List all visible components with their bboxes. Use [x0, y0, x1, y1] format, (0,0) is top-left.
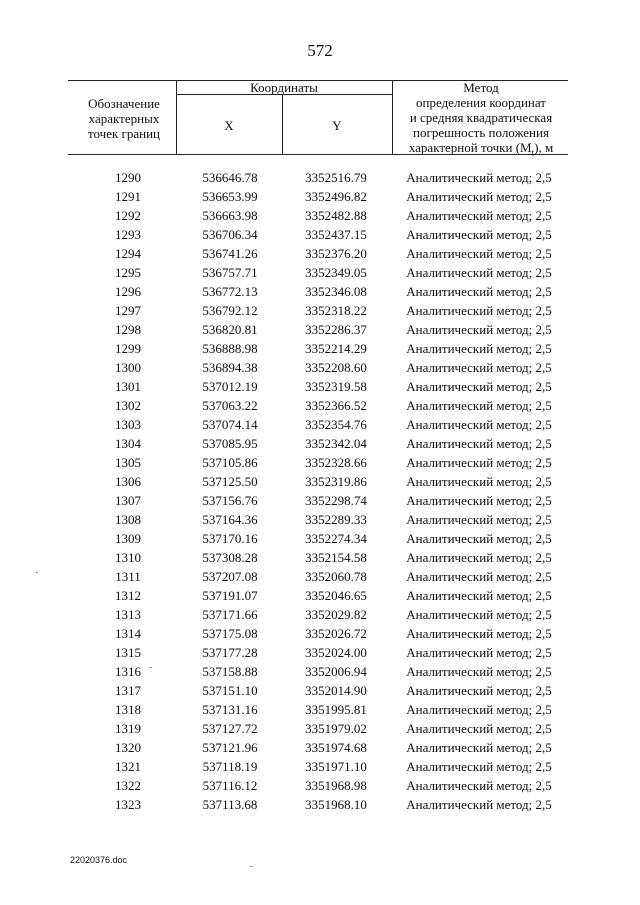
coord-x: 537308.28: [202, 550, 258, 565]
coord-x: 537121.96: [202, 740, 258, 755]
method-cell: Аналитический метод; 2,5: [406, 284, 552, 299]
header-method-desc-2: и средняя квадратическая: [409, 110, 553, 125]
method-cell: Аналитический метод; 2,5: [406, 759, 552, 774]
method-cell: Аналитический метод; 2,5: [406, 341, 552, 356]
point-number: 1318: [115, 702, 141, 717]
point-number: 1315: [115, 645, 141, 660]
header-method: [394, 80, 568, 161]
table-row: [0, 453, 640, 472]
table-row: [0, 586, 640, 605]
coord-x: 536888.98: [202, 341, 258, 356]
method-cell: Аналитический метод; 2,5: [406, 797, 552, 812]
point-number: 1299: [115, 341, 141, 356]
coord-x: 536792.12: [202, 303, 258, 318]
coord-x: 537113.68: [202, 797, 258, 812]
point-number: 1319: [115, 721, 141, 736]
header-x: X: [224, 118, 234, 133]
coord-y: 3351974.68: [305, 740, 367, 755]
point-number: 1316: [115, 664, 141, 679]
coord-x: 537170.16: [202, 531, 258, 546]
coord-y: 3351968.98: [305, 778, 367, 793]
method-cell: Аналитический метод; 2,5: [406, 531, 552, 546]
method-cell: Аналитический метод; 2,5: [406, 778, 552, 793]
method-cell: Аналитический метод; 2,5: [406, 512, 552, 527]
point-number: 1290: [115, 170, 141, 185]
point-number: 1320: [115, 740, 141, 755]
header-method-desc-4-sub: t: [531, 147, 535, 158]
method-cell: Аналитический метод; 2,5: [406, 322, 552, 337]
point-number: 1296: [115, 284, 141, 299]
coord-x: 537191.07: [202, 588, 258, 603]
coord-x: 537063.22: [202, 398, 258, 413]
point-number: 1323: [115, 797, 141, 812]
coord-y: 3352026.72: [305, 626, 367, 641]
coord-x: 536706.34: [202, 227, 258, 242]
coord-x: 537177.28: [202, 645, 258, 660]
coord-x: 537074.14: [202, 417, 258, 432]
point-number: 1309: [115, 531, 141, 546]
coord-x: 537175.08: [202, 626, 258, 641]
table-row: [0, 510, 640, 529]
coord-x: 537131.16: [202, 702, 258, 717]
coord-x: 537105.86: [202, 455, 258, 470]
header-method-desc-4-prefix: характерной точки (M: [408, 140, 532, 155]
coord-y: 3352286.37: [305, 322, 367, 337]
coord-x: 537156.76: [202, 493, 258, 508]
point-number: 1293: [115, 227, 141, 242]
point-number: 1317: [115, 683, 141, 698]
coord-y: 3352354.76: [305, 417, 367, 432]
table-row: [0, 567, 640, 586]
coord-x: 537171.66: [202, 607, 258, 622]
point-number: 1312: [115, 588, 141, 603]
table-row: [0, 643, 640, 662]
table-row: [0, 795, 640, 814]
table-row: [0, 719, 640, 738]
method-cell: Аналитический метод; 2,5: [406, 569, 552, 584]
col-divider-3: [392, 80, 393, 154]
coord-x: 537085.95: [202, 436, 258, 451]
point-number: 1322: [115, 778, 141, 793]
coord-y: 3352289.33: [305, 512, 367, 527]
table-row: [0, 738, 640, 757]
table-row: [0, 377, 640, 396]
header-method-desc-4: [394, 140, 568, 161]
table-row: [0, 225, 640, 244]
table-row: [0, 301, 640, 320]
point-number: 1292: [115, 208, 141, 223]
scan-speck: [150, 667, 152, 668]
table-row: [0, 263, 640, 282]
coord-x: 537127.72: [202, 721, 258, 736]
table-row: [0, 757, 640, 776]
coord-y: 3352006.94: [305, 664, 367, 679]
coord-y: 3352496.82: [305, 189, 367, 204]
point-number: 1297: [115, 303, 141, 318]
scan-speck: [250, 866, 252, 867]
table-row: [0, 244, 640, 263]
point-number: 1300: [115, 360, 141, 375]
coord-y: 3352024.00: [305, 645, 367, 660]
coord-x: 537158.88: [202, 664, 258, 679]
table-row: [0, 168, 640, 187]
point-number: 1308: [115, 512, 141, 527]
method-cell: Аналитический метод; 2,5: [406, 189, 552, 204]
header-method-desc-3: погрешность положения: [413, 125, 549, 140]
point-number: 1298: [115, 322, 141, 337]
point-number: 1313: [115, 607, 141, 622]
coord-x: 537012.19: [202, 379, 258, 394]
coord-y: 3351968.10: [305, 797, 367, 812]
table-row: [0, 358, 640, 377]
point-number: 1310: [115, 550, 141, 565]
coord-y: 3352046.65: [305, 588, 367, 603]
header-point-designation: Обозначение характерных точек границ: [87, 96, 161, 141]
coord-y: 3352319.86: [305, 474, 367, 489]
coord-y: 3352482.88: [305, 208, 367, 223]
coord-y: 3351979.02: [305, 721, 367, 736]
coord-x: 536894.38: [202, 360, 258, 375]
coord-y: 3352014.90: [305, 683, 367, 698]
table-row: [0, 187, 640, 206]
point-number: 1306: [115, 474, 141, 489]
coord-y: 3352516.79: [305, 170, 367, 185]
footer-filename: 22020376.doc: [70, 855, 128, 865]
method-cell: Аналитический метод; 2,5: [406, 607, 552, 622]
point-number: 1314: [115, 626, 141, 641]
coord-x: 537116.12: [202, 778, 258, 793]
coord-x: 537125.50: [202, 474, 258, 489]
coord-x: 537207.08: [202, 569, 258, 584]
header-method-desc-4-suffix: ), м: [534, 140, 554, 155]
method-cell: Аналитический метод; 2,5: [406, 170, 552, 185]
coord-x: 536757.71: [202, 265, 258, 280]
header-coordinates: Координаты: [250, 80, 318, 95]
point-number: 1294: [115, 246, 141, 261]
method-cell: Аналитический метод; 2,5: [406, 265, 552, 280]
page-number: 572: [307, 41, 333, 60]
table-row: [0, 605, 640, 624]
table-row: [0, 472, 640, 491]
coord-x: 537118.19: [202, 759, 258, 774]
method-cell: Аналитический метод; 2,5: [406, 208, 552, 223]
coord-x: 537151.10: [202, 683, 258, 698]
coord-y: 3352346.08: [305, 284, 367, 299]
coord-y: 3352298.74: [305, 493, 367, 508]
method-cell: Аналитический метод; 2,5: [406, 664, 552, 679]
table-row: [0, 434, 640, 453]
method-cell: Аналитический метод; 2,5: [406, 303, 552, 318]
coord-y: 3352154.58: [305, 550, 367, 565]
coord-y: 3352437.15: [305, 227, 367, 242]
table-row: [0, 339, 640, 358]
coord-x: 536772.13: [202, 284, 258, 299]
table-row: [0, 320, 640, 339]
coord-y: 3351995.81: [305, 702, 367, 717]
table-row: [0, 491, 640, 510]
table-row: [0, 624, 640, 643]
method-cell: Аналитический метод; 2,5: [406, 379, 552, 394]
point-number: 1295: [115, 265, 141, 280]
table-body: [0, 168, 640, 814]
coord-y: 3352208.60: [305, 360, 367, 375]
coord-y: 3352274.34: [305, 531, 367, 546]
table-row: [0, 206, 640, 225]
header-y: Y: [332, 118, 342, 133]
coord-x: 536820.81: [202, 322, 258, 337]
point-number: 1303: [115, 417, 141, 432]
coord-y: 3352214.29: [305, 341, 367, 356]
method-cell: Аналитический метод; 2,5: [406, 227, 552, 242]
method-cell: Аналитический метод; 2,5: [406, 626, 552, 641]
coord-x: 536741.26: [202, 246, 258, 261]
method-cell: Аналитический метод; 2,5: [406, 702, 552, 717]
method-cell: Аналитический метод; 2,5: [406, 683, 552, 698]
point-number: 1307: [115, 493, 141, 508]
header-method-desc-1: определения координат: [416, 95, 546, 110]
method-cell: Аналитический метод; 2,5: [406, 645, 552, 660]
method-cell: Аналитический метод; 2,5: [406, 493, 552, 508]
method-cell: Аналитический метод; 2,5: [406, 588, 552, 603]
table-row: [0, 548, 640, 567]
table-row: [0, 662, 640, 681]
table-row: [0, 396, 640, 415]
table-row: [0, 681, 640, 700]
method-cell: Аналитический метод; 2,5: [406, 417, 552, 432]
coord-x: 536663.98: [202, 208, 258, 223]
point-number: 1302: [115, 398, 141, 413]
table-row: [0, 700, 640, 719]
coord-y: 3352366.52: [305, 398, 367, 413]
method-cell: Аналитический метод; 2,5: [406, 474, 552, 489]
method-cell: Аналитический метод; 2,5: [406, 398, 552, 413]
point-number: 1291: [115, 189, 141, 204]
point-number: 1321: [115, 759, 141, 774]
point-number: 1301: [115, 379, 141, 394]
coord-y: 3352029.82: [305, 607, 367, 622]
coord-x: 537164.36: [202, 512, 258, 527]
coord-y: 3352060.78: [305, 569, 367, 584]
coord-y: 3352376.20: [305, 246, 367, 261]
method-cell: Аналитический метод; 2,5: [406, 436, 552, 451]
table-row: [0, 776, 640, 795]
coord-x: 536646.78: [202, 170, 258, 185]
coord-x: 536653.99: [202, 189, 258, 204]
coord-y: 3352349.05: [305, 265, 367, 280]
coord-y: 3352328.66: [305, 455, 367, 470]
table-row: [0, 282, 640, 301]
coord-y: 3352319.58: [305, 379, 367, 394]
method-cell: Аналитический метод; 2,5: [406, 246, 552, 261]
table-row: [0, 415, 640, 434]
coord-y: 3352342.04: [305, 436, 367, 451]
point-number: 1305: [115, 455, 141, 470]
header-method-title: Метод: [463, 80, 499, 95]
method-cell: Аналитический метод; 2,5: [406, 455, 552, 470]
table-row: [0, 529, 640, 548]
point-number: 1304: [115, 436, 141, 451]
coord-y: 3352318.22: [305, 303, 367, 318]
scan-speck: [36, 572, 38, 573]
point-number: 1311: [115, 569, 141, 584]
coord-y: 3351971.10: [305, 759, 367, 774]
method-cell: Аналитический метод; 2,5: [406, 740, 552, 755]
method-cell: Аналитический метод; 2,5: [406, 721, 552, 736]
method-cell: Аналитический метод; 2,5: [406, 550, 552, 565]
method-cell: Аналитический метод; 2,5: [406, 360, 552, 375]
